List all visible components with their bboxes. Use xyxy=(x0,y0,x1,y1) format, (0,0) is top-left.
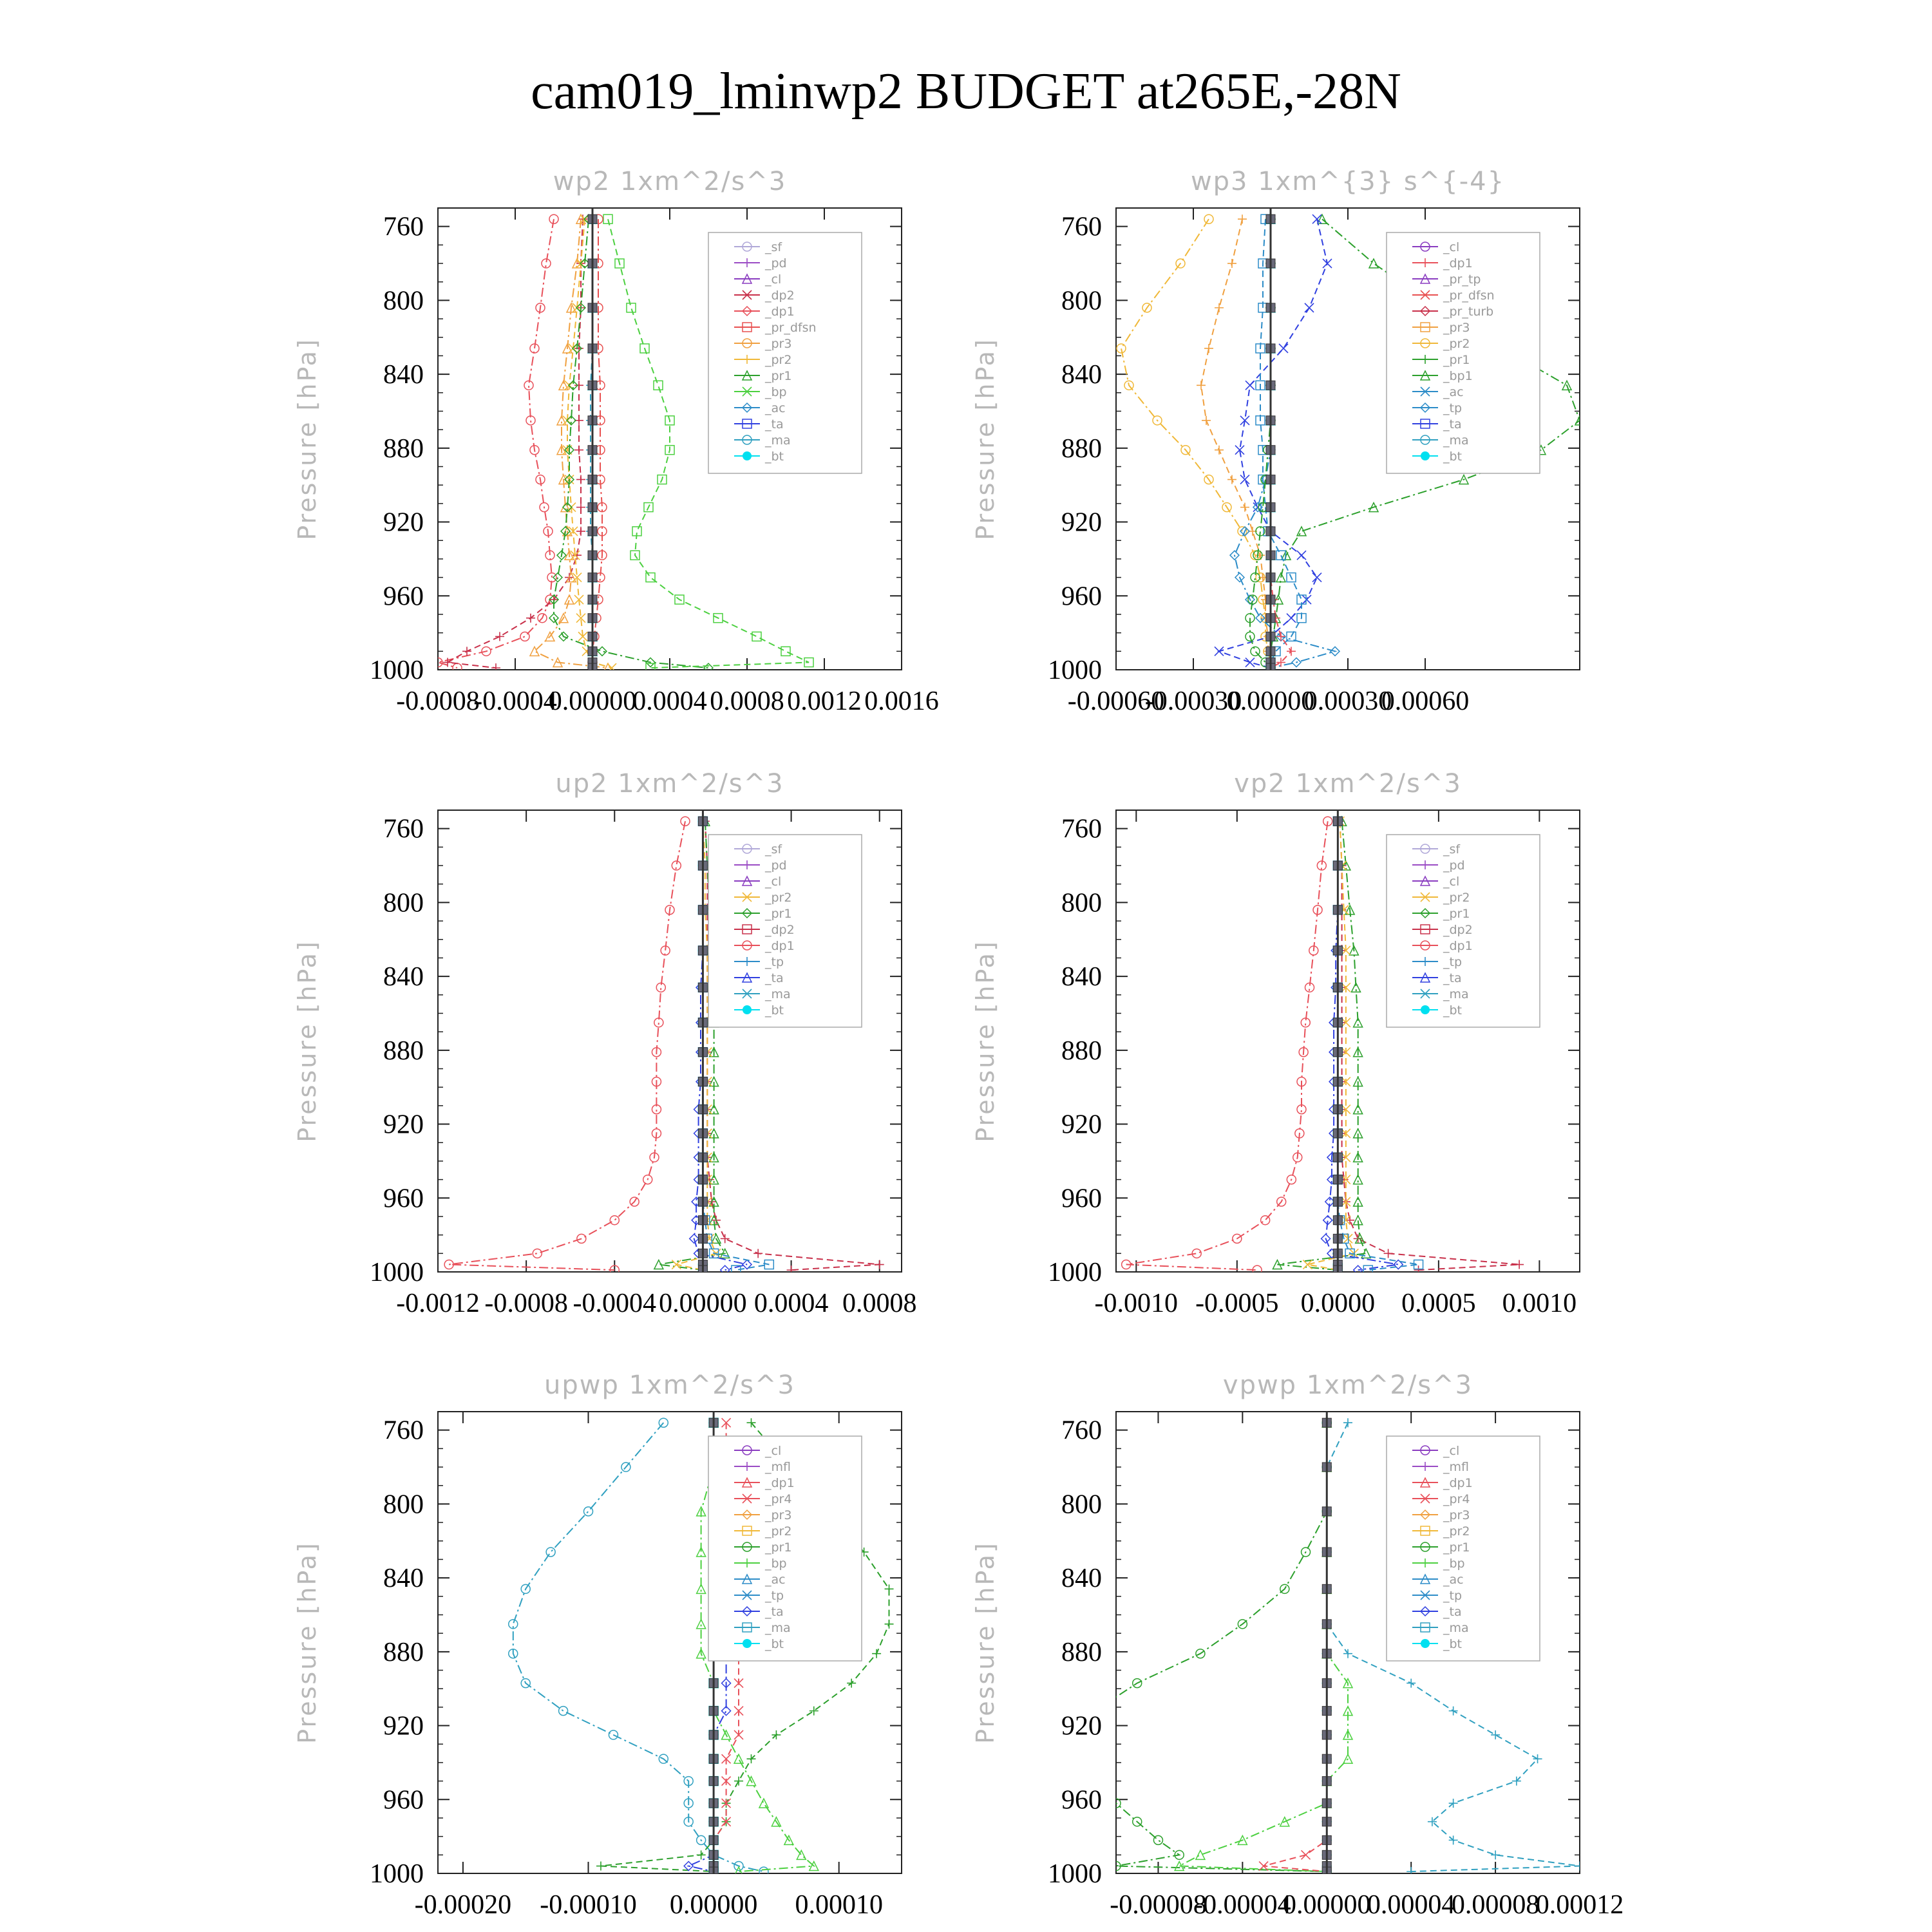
series-marker xyxy=(1287,647,1296,656)
series-marker xyxy=(1575,1862,1584,1871)
series-marker xyxy=(875,1260,884,1269)
series-line-dp2 xyxy=(448,219,583,668)
legend-label: _ma xyxy=(1443,987,1469,1001)
series-marker xyxy=(1305,303,1314,312)
legend-label: _ta xyxy=(1443,417,1462,431)
y-axis-label: Pressure [hPa] xyxy=(293,1541,321,1744)
y-tick-label: 920 xyxy=(1061,1711,1102,1741)
legend-label: _pr3 xyxy=(765,337,792,351)
series-marker xyxy=(1202,416,1211,425)
series-marker xyxy=(847,1679,856,1688)
legend-label: _bt xyxy=(765,450,784,464)
x-tick-label: -0.0005 xyxy=(1195,1289,1279,1318)
legend-label: _ta xyxy=(765,1605,784,1619)
series-marker xyxy=(1406,1679,1416,1688)
legend-marker xyxy=(743,1639,752,1648)
legend-marker xyxy=(1421,1005,1430,1014)
legend-label: _bt xyxy=(1443,450,1463,464)
legend-label: _dp1 xyxy=(765,1476,795,1490)
series-marker xyxy=(584,1507,593,1516)
y-tick-label: 960 xyxy=(1061,1184,1102,1214)
series-marker xyxy=(1245,381,1255,390)
y-tick-label: 800 xyxy=(1061,888,1102,918)
series-marker xyxy=(1302,1850,1311,1859)
series-marker xyxy=(1227,259,1236,268)
y-tick-label: 1000 xyxy=(1048,1859,1102,1889)
series-marker xyxy=(1343,1418,1352,1427)
x-tick-label: 0.0004 xyxy=(753,1289,829,1318)
legend-label: _ma xyxy=(1443,1621,1469,1635)
x-tick-label: 0.00000 xyxy=(548,687,637,716)
x-tick-label: 0.0016 xyxy=(864,687,939,716)
legend-label: _pr1 xyxy=(765,1540,792,1555)
series-line-pr1 xyxy=(1277,821,1366,1270)
x-tick-label: 0.00000 xyxy=(669,1890,758,1920)
legend-label: _ta xyxy=(1443,971,1462,985)
legend-label: _cl xyxy=(1443,240,1460,254)
series-marker xyxy=(1279,344,1288,353)
series-marker xyxy=(872,1649,881,1658)
chart-panel-2 xyxy=(971,167,1584,716)
y-axis-label: Pressure [hPa] xyxy=(971,1541,999,1744)
x-tick-label: -0.0004 xyxy=(473,687,557,716)
legend-label: _tp xyxy=(765,1589,784,1603)
series-marker xyxy=(1245,658,1255,667)
series-marker xyxy=(574,446,583,455)
x-tick-label: 0.0012 xyxy=(787,687,862,716)
legend-label: _pr2 xyxy=(1443,337,1470,351)
x-tick-label: 0.0010 xyxy=(1502,1289,1577,1318)
legend-label: _dp1 xyxy=(1443,939,1473,953)
panel-title: wp2 1xm^2/s^3 xyxy=(553,167,787,196)
x-tick-label: -0.0010 xyxy=(1094,1289,1179,1318)
y-tick-label: 880 xyxy=(383,1637,424,1667)
y-tick-label: 960 xyxy=(383,582,424,612)
legend-label: _pr3 xyxy=(1443,321,1470,335)
y-tick-label: 960 xyxy=(383,1785,424,1815)
panel-title: vp2 1xm^2/s^3 xyxy=(1234,769,1462,799)
series-marker xyxy=(1297,551,1306,560)
legend-label: _ac xyxy=(1443,385,1464,399)
chart-panel-1 xyxy=(293,167,939,716)
legend-label: _pr1 xyxy=(1443,353,1470,367)
series-marker xyxy=(752,632,761,641)
legend-label: _pr4 xyxy=(765,1492,792,1506)
y-tick-label: 760 xyxy=(1061,1416,1102,1446)
legend-marker xyxy=(1421,1639,1430,1648)
legend-label: _bt xyxy=(765,1003,784,1018)
legend-label: _cl xyxy=(765,875,782,889)
series-marker xyxy=(1384,1249,1393,1258)
y-tick-label: 840 xyxy=(1061,360,1102,390)
x-tick-label: -0.0008 xyxy=(484,1289,568,1318)
figure-title: cam019_lminwp2 BUDGET at265E,-28N xyxy=(531,63,1401,120)
series-marker xyxy=(697,1850,706,1859)
legend-label: _cl xyxy=(765,272,782,287)
chart-panel-6 xyxy=(971,1370,1624,1920)
series-marker xyxy=(781,647,790,656)
series-marker xyxy=(1238,214,1247,223)
series-marker xyxy=(1515,1260,1524,1269)
series-line-dp1 xyxy=(449,821,685,1270)
y-tick-label: 760 xyxy=(1061,212,1102,242)
series-marker xyxy=(654,381,663,390)
series-marker xyxy=(787,1265,796,1274)
series-marker xyxy=(1215,647,1224,656)
series-marker xyxy=(1491,1730,1500,1739)
y-axis-label: Pressure [hPa] xyxy=(971,337,999,540)
y-tick-label: 880 xyxy=(383,433,424,464)
series-marker xyxy=(576,527,585,536)
series-marker xyxy=(1369,259,1378,268)
legend-label: _dp2 xyxy=(1443,923,1473,937)
x-tick-label: 0.00000 xyxy=(659,1289,747,1318)
chart-panel-3 xyxy=(293,769,916,1318)
series-marker xyxy=(1414,1265,1423,1274)
series-marker xyxy=(453,663,462,672)
legend-label: _dp1 xyxy=(1443,256,1473,270)
legend-label: _pr3 xyxy=(1443,1508,1470,1522)
series-line-dp1 xyxy=(438,219,554,668)
series-marker xyxy=(1070,1754,1079,1763)
x-tick-label: -0.0012 xyxy=(396,1289,480,1318)
y-tick-label: 760 xyxy=(383,1416,424,1446)
chart-panel-4 xyxy=(971,769,1580,1318)
y-tick-label: 920 xyxy=(383,1110,424,1140)
y-tick-label: 1000 xyxy=(370,1859,424,1889)
series-marker xyxy=(885,1620,894,1629)
series-marker xyxy=(1491,1850,1500,1859)
legend-label: _dp1 xyxy=(1443,1476,1473,1490)
legend-label: _pr1 xyxy=(765,907,792,921)
legend-label: _pr4 xyxy=(1443,1492,1470,1506)
chart-panel-5 xyxy=(293,1370,902,1920)
y-tick-label: 960 xyxy=(383,1184,424,1214)
x-tick-label: -0.00060 xyxy=(1067,687,1165,716)
series-line-pr1 xyxy=(554,219,708,668)
series-marker xyxy=(573,551,582,560)
series-line-tp xyxy=(1235,219,1335,668)
series-marker xyxy=(610,1216,619,1225)
legend-label: _pr2 xyxy=(765,891,792,905)
series-marker xyxy=(1070,1777,1079,1786)
legend-label: _bp1 xyxy=(1443,369,1473,383)
legend-label: _pr2 xyxy=(1443,1524,1470,1539)
y-tick-label: 960 xyxy=(1061,1785,1102,1815)
series-marker xyxy=(598,647,607,656)
legend-label: _dp2 xyxy=(765,289,795,303)
legend-label: _pr2 xyxy=(1443,891,1470,905)
legend-label: _pr_dfsn xyxy=(765,321,817,335)
x-tick-label: 0.0005 xyxy=(1401,1289,1476,1318)
panel-title: wp3 1xm^{3} s^{-4} xyxy=(1190,167,1506,196)
series-marker xyxy=(1204,344,1213,353)
series-line-pr3 xyxy=(1201,219,1271,668)
legend-label: _pd xyxy=(765,858,787,873)
y-tick-label: 760 xyxy=(383,814,424,844)
series-marker xyxy=(1323,259,1332,268)
series-marker xyxy=(1406,1867,1416,1876)
y-tick-label: 760 xyxy=(1061,814,1102,844)
x-tick-label: 0.00060 xyxy=(1381,687,1470,716)
series-line-dp1 xyxy=(1126,821,1328,1270)
y-tick-label: 880 xyxy=(383,1036,424,1066)
series-marker xyxy=(753,1249,762,1258)
x-tick-label: -0.00020 xyxy=(414,1890,512,1920)
x-tick-label: -0.00030 xyxy=(1144,687,1242,716)
series-marker xyxy=(596,1862,605,1871)
legend-label: _tp xyxy=(1443,1589,1463,1603)
series-marker xyxy=(1240,503,1249,512)
series-line-dp1 xyxy=(1264,1423,1327,1871)
series-marker xyxy=(704,663,713,672)
x-tick-label: 0.0008 xyxy=(842,1289,917,1318)
legend-label: _sf xyxy=(765,842,782,857)
series-marker xyxy=(491,663,500,672)
series-marker xyxy=(885,1584,894,1593)
legend-label: _ta xyxy=(1443,1605,1462,1619)
series-marker xyxy=(1261,1216,1270,1225)
x-tick-label: -0.00004 xyxy=(1194,1890,1291,1920)
series-marker xyxy=(574,381,583,390)
series-marker xyxy=(1153,1835,1162,1844)
legend-label: _pr1 xyxy=(765,369,792,383)
legend-label: _bp xyxy=(1443,1557,1465,1571)
y-tick-label: 1000 xyxy=(1048,1258,1102,1287)
y-tick-label: 920 xyxy=(1061,507,1102,538)
series-marker xyxy=(546,1548,555,1557)
panel-title: vpwp 1xm^2/s^3 xyxy=(1222,1370,1473,1400)
legend-label: _bp xyxy=(765,385,787,399)
legend-label: _ac xyxy=(765,1573,786,1587)
series-marker xyxy=(759,1867,768,1876)
legend-label: _bt xyxy=(1443,1003,1463,1018)
legend-label: _pr_dfsn xyxy=(1443,289,1495,303)
legend-label: _mfl xyxy=(1443,1460,1469,1474)
legend-label: _pr2 xyxy=(765,1524,792,1539)
y-tick-label: 840 xyxy=(383,962,424,992)
legend-label: _pr3 xyxy=(765,1508,792,1522)
y-tick-label: 920 xyxy=(383,507,424,538)
panel-title: up2 1xm^2/s^3 xyxy=(555,769,784,799)
y-tick-label: 800 xyxy=(383,888,424,918)
legend-label: _pr2 xyxy=(765,353,792,367)
y-tick-label: 800 xyxy=(1061,1490,1102,1520)
series-marker xyxy=(810,1707,819,1716)
x-tick-label: 0.00000 xyxy=(1283,1890,1371,1920)
x-tick-label: 0.00004 xyxy=(1367,1890,1455,1920)
series-marker xyxy=(1312,573,1321,582)
y-tick-label: 1000 xyxy=(370,1258,424,1287)
y-tick-label: 800 xyxy=(383,286,424,316)
y-axis-label: Pressure [hPa] xyxy=(293,337,321,540)
x-tick-label: -0.0008 xyxy=(396,687,480,716)
y-tick-label: 800 xyxy=(383,1490,424,1520)
x-tick-label: 0.00012 xyxy=(1535,1890,1624,1920)
legend-label: _pr1 xyxy=(1443,1540,1470,1555)
series-marker xyxy=(533,1249,542,1258)
legend-label: _ac xyxy=(1443,1573,1464,1587)
x-tick-label: 0.00008 xyxy=(1451,1890,1540,1920)
series-marker xyxy=(734,1867,743,1876)
legend-label: _cl xyxy=(765,1444,782,1458)
series-line-pr1 xyxy=(1074,1423,1327,1871)
legend-label: _sf xyxy=(1443,842,1461,857)
series-marker xyxy=(1354,1265,1363,1274)
legend-label: _bp xyxy=(765,1557,787,1571)
x-tick-label: -0.0004 xyxy=(573,1289,657,1318)
legend-label: _pr_turb xyxy=(1443,305,1494,319)
legend-label: _ma xyxy=(765,987,791,1001)
y-tick-label: 1000 xyxy=(370,656,424,685)
legend-label: _pd xyxy=(1443,858,1465,873)
series-marker xyxy=(734,1777,743,1786)
series-marker xyxy=(734,1754,743,1763)
series-marker xyxy=(627,303,636,312)
y-axis-label: Pressure [hPa] xyxy=(293,940,321,1142)
y-tick-label: 880 xyxy=(1061,1036,1102,1066)
series-marker xyxy=(1197,381,1206,390)
legend-label: _cl xyxy=(1443,875,1460,889)
x-tick-label: 0.0000 xyxy=(1300,1289,1376,1318)
x-tick-label: 0.0004 xyxy=(632,687,707,716)
series-marker xyxy=(1287,614,1296,623)
series-marker xyxy=(1343,1649,1352,1658)
y-tick-label: 760 xyxy=(383,212,424,242)
legend-label: _ta xyxy=(765,417,784,431)
legend-label: _bt xyxy=(765,1637,784,1651)
series-marker xyxy=(576,503,585,512)
legend-label: _dp1 xyxy=(765,939,795,953)
legend-label: _ma xyxy=(765,433,791,448)
y-tick-label: 1000 xyxy=(1048,656,1102,685)
y-tick-label: 920 xyxy=(383,1711,424,1741)
y-tick-label: 840 xyxy=(383,360,424,390)
series-marker xyxy=(520,632,529,641)
y-tick-label: 800 xyxy=(1061,286,1102,316)
series-marker xyxy=(1276,632,1285,641)
legend-label: _ta xyxy=(765,971,784,985)
legend-label: _tp xyxy=(1443,955,1463,969)
series-marker xyxy=(721,1234,730,1243)
legend-label: _dp1 xyxy=(765,305,795,319)
x-tick-label: -0.00010 xyxy=(540,1890,637,1920)
series-marker xyxy=(495,632,504,641)
x-tick-label: -0.00008 xyxy=(1110,1890,1207,1920)
series-marker xyxy=(1227,475,1236,484)
series-marker xyxy=(1251,647,1260,656)
y-tick-label: 840 xyxy=(1061,962,1102,992)
x-tick-label: 0.00000 xyxy=(1226,687,1315,716)
legend-label: _tp xyxy=(1443,401,1463,415)
y-tick-label: 920 xyxy=(1061,1110,1102,1140)
legend-label: _tp xyxy=(765,955,784,969)
legend-label: _pr1 xyxy=(1443,907,1470,921)
x-tick-label: 0.00030 xyxy=(1303,687,1392,716)
x-tick-label: 0.0008 xyxy=(710,687,784,716)
series-marker xyxy=(1215,446,1224,455)
y-tick-label: 880 xyxy=(1061,433,1102,464)
legend-label: _mfl xyxy=(765,1460,791,1474)
series-marker xyxy=(1215,303,1224,312)
y-tick-label: 960 xyxy=(1061,582,1102,612)
legend-label: _ma xyxy=(1443,433,1469,448)
series-marker xyxy=(759,1799,768,1808)
y-axis-label: Pressure [hPa] xyxy=(971,940,999,1142)
legend-label: _bt xyxy=(1443,1637,1463,1651)
y-tick-label: 840 xyxy=(383,1564,424,1594)
legend-label: _cl xyxy=(1443,1444,1460,1458)
series-marker xyxy=(1196,1850,1205,1859)
series-marker xyxy=(607,663,616,672)
series-marker xyxy=(1302,595,1311,604)
y-tick-label: 880 xyxy=(1061,1637,1102,1667)
legend-label: _sf xyxy=(765,240,782,254)
series-marker xyxy=(576,475,585,484)
y-tick-label: 840 xyxy=(1061,1564,1102,1594)
legend-marker xyxy=(1421,451,1430,460)
legend-label: _pr_tp xyxy=(1443,272,1481,287)
legend-label: _ac xyxy=(765,401,786,415)
legend-label: _dp2 xyxy=(765,923,795,937)
x-tick-label: 0.00010 xyxy=(795,1890,883,1920)
legend-label: _ma xyxy=(765,1621,791,1635)
legend-label: _pd xyxy=(765,256,787,270)
series-marker xyxy=(1297,527,1306,536)
series-marker xyxy=(1449,1707,1458,1716)
legend-marker xyxy=(743,1005,752,1014)
legend-marker xyxy=(743,451,752,460)
panel-title: upwp 1xm^2/s^3 xyxy=(544,1370,795,1400)
